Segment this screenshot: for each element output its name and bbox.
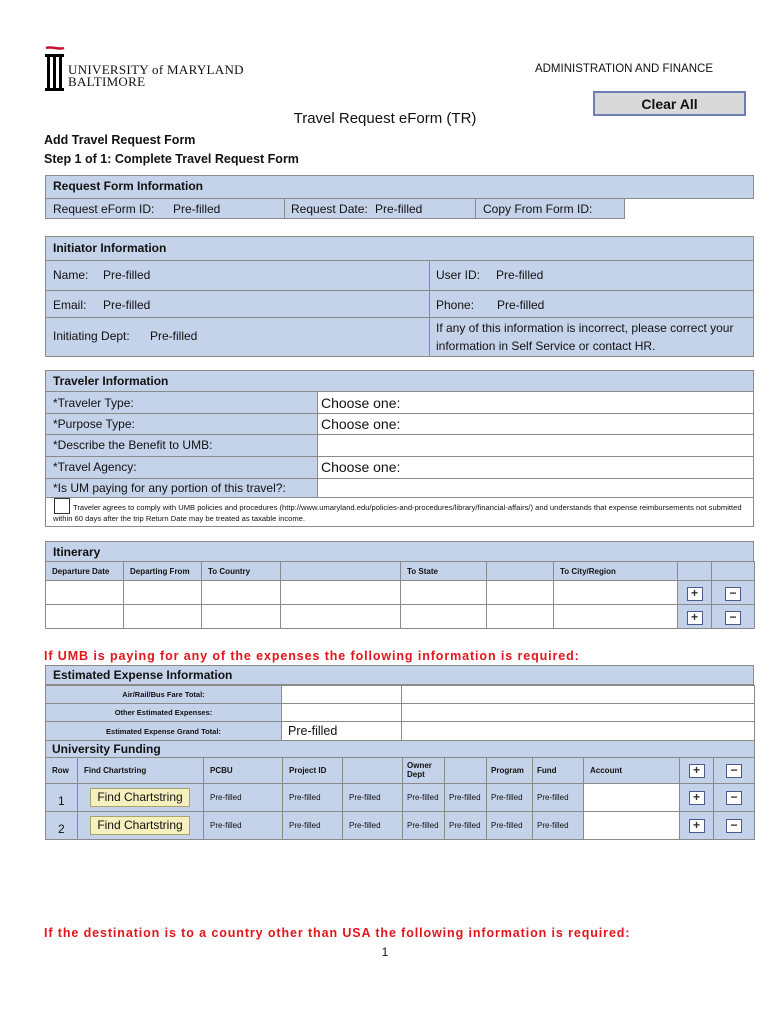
col-owner-dept: Owner Dept	[403, 757, 445, 783]
email-value: Pre-filled	[103, 298, 151, 312]
travel-agency-label: *Travel Agency:	[53, 460, 137, 474]
add-row-icon[interactable]: +	[687, 611, 703, 625]
expense-section	[45, 665, 754, 741]
university-seal-icon	[44, 46, 66, 92]
project-id-value: Pre-filled	[283, 811, 343, 839]
col-departing-from: Departing From	[124, 562, 202, 581]
request-form-heading: Request Form Information	[53, 179, 204, 193]
add-funding-icon[interactable]: +	[689, 791, 705, 805]
itinerary-cell-input[interactable]	[554, 581, 678, 605]
itinerary-section	[45, 541, 754, 632]
funding-col7-value: Pre-filled	[445, 783, 487, 811]
funding-section	[45, 741, 754, 841]
grand-total-value: Pre-filled	[282, 722, 402, 741]
itinerary-table	[45, 561, 755, 629]
foreign-destination-notice: If the destination is to a country other than USA the following information is required:	[44, 926, 631, 940]
itinerary-cell-input[interactable]	[202, 581, 281, 605]
remove-funding-icon[interactable]: −	[726, 764, 742, 778]
add-funding-icon[interactable]: +	[689, 764, 705, 778]
admin-finance-label: ADMINISTRATION AND FINANCE	[534, 63, 713, 75]
program-value: Pre-filled	[487, 783, 533, 811]
um-paying-label: *Is UM paying for any portion of this travel?:	[53, 481, 286, 495]
col-to-state: To State	[401, 562, 487, 581]
page-number: 1	[381, 945, 389, 959]
account-input[interactable]	[584, 811, 680, 839]
col-pcbu: PCBU	[204, 757, 283, 783]
traveler-heading: Traveler Information	[53, 374, 169, 388]
col-to-country: To Country	[202, 562, 281, 581]
initiator-section	[45, 236, 754, 357]
funding-heading: University Funding	[52, 742, 161, 756]
col-project-id: Project ID	[283, 757, 343, 783]
itinerary-cell-input[interactable]	[124, 581, 202, 605]
benefit-label: *Describe the Benefit to UMB:	[53, 438, 213, 452]
funding-row-number: 2	[46, 811, 78, 839]
itinerary-cell-input[interactable]	[401, 605, 487, 629]
clear-all-button[interactable]: Clear All	[593, 91, 746, 116]
umb-paying-notice: If UMB is paying for any of the expenses the following information is required:	[44, 649, 580, 663]
itinerary-row	[46, 581, 755, 605]
other-expenses-label: Other Estimated Expenses:	[46, 704, 282, 722]
email-label: Email:	[53, 298, 87, 312]
subtitle-add-form: Add Travel Request Form	[44, 133, 196, 147]
purpose-type-label: *Purpose Type:	[53, 417, 135, 431]
eform-id-value: Pre-filled	[173, 202, 221, 216]
itinerary-cell-input[interactable]	[487, 581, 554, 605]
phone-label: Phone:	[436, 298, 475, 312]
remove-funding-icon[interactable]: −	[726, 791, 742, 805]
fund-value: Pre-filled	[533, 811, 584, 839]
eform-id-label: Request eForm ID:	[53, 202, 155, 216]
remove-row-icon[interactable]: −	[725, 611, 741, 625]
project-id-value: Pre-filled	[283, 783, 343, 811]
purpose-type-select[interactable]: Choose one:	[321, 416, 401, 432]
itinerary-cell-input[interactable]	[554, 605, 678, 629]
itinerary-row	[46, 605, 755, 629]
itinerary-cell-input[interactable]	[46, 605, 124, 629]
copy-form-label: Copy From Form ID:	[483, 202, 593, 216]
itinerary-cell-input[interactable]	[401, 581, 487, 605]
col-row: Row	[46, 757, 78, 783]
userid-value: Pre-filled	[496, 268, 544, 282]
itinerary-cell-input[interactable]	[202, 605, 281, 629]
itinerary-cell-input[interactable]	[281, 605, 401, 629]
logo-line-2: BALTIMORE	[68, 74, 146, 89]
agree-text: Traveler agrees to comply with UMB policies and procedures (http://www.umaryland.edu/policies-and-procedures/library/financial-affairs/) and understands that expense reimbursements not submitted within 60 days after the trip Return Date may be treated as taxable income.	[53, 503, 742, 523]
col-blank-4	[445, 757, 487, 783]
fund-value: Pre-filled	[533, 783, 584, 811]
funding-row-number: 1	[46, 783, 78, 811]
subtitle-step: Step 1 of 1: Complete Travel Request Form	[44, 152, 299, 166]
grand-total-label: Estimated Expense Grand Total:	[46, 722, 282, 741]
expense-heading: Estimated Expense Information	[53, 668, 233, 682]
userid-label: User ID:	[436, 268, 481, 282]
funding-row	[46, 783, 755, 811]
program-value: Pre-filled	[487, 811, 533, 839]
col-blank-1	[281, 562, 401, 581]
page-title: Travel Request eForm (TR)	[293, 110, 477, 127]
logo-line-1: UNIVERSITY of MARYLAND	[68, 62, 244, 77]
travel-agency-select[interactable]: Choose one:	[321, 459, 401, 475]
funding-row	[46, 811, 755, 839]
air-fare-label: Air/Rail/Bus Fare Total:	[46, 686, 282, 704]
funding-col7-value: Pre-filled	[445, 811, 487, 839]
add-funding-icon[interactable]: +	[689, 819, 705, 833]
name-value: Pre-filled	[103, 268, 151, 282]
initiator-note: If any of this information is incorrect, please correct your information in Self Service or contact HR.	[436, 321, 734, 353]
account-input[interactable]	[584, 783, 680, 811]
funding-col5-value: Pre-filled	[343, 783, 403, 811]
col-fund: Fund	[533, 757, 584, 783]
col-account: Account	[584, 757, 680, 783]
umb-logo	[44, 46, 244, 92]
traveler-type-label: *Traveler Type:	[53, 396, 134, 410]
um-paying-input[interactable]	[318, 479, 753, 497]
request-form-section	[45, 175, 754, 219]
remove-row-icon[interactable]: −	[725, 587, 741, 601]
find-chartstring-button[interactable]: Find Chartstring	[90, 816, 190, 835]
itinerary-heading: Itinerary	[53, 545, 101, 559]
col-find-chartstring: Find Chartstring	[78, 757, 204, 783]
air-fare-input[interactable]	[282, 686, 402, 704]
other-expenses-input[interactable]	[282, 704, 402, 722]
owner-dept-value: Pre-filled	[403, 811, 445, 839]
dept-value: Pre-filled	[150, 329, 198, 343]
traveler-type-select[interactable]: Choose one:	[321, 395, 401, 411]
remove-funding-icon[interactable]: −	[726, 819, 742, 833]
initiator-heading: Initiator Information	[53, 241, 167, 255]
pcbu-value: Pre-filled	[204, 811, 283, 839]
find-chartstring-button[interactable]: Find Chartstring	[90, 788, 190, 807]
name-label: Name:	[53, 268, 89, 282]
col-blank-2	[487, 562, 554, 581]
request-date-label: Request Date:	[291, 202, 368, 216]
itinerary-cell-input[interactable]	[46, 581, 124, 605]
phone-value: Pre-filled	[497, 298, 545, 312]
owner-dept-value: Pre-filled	[403, 783, 445, 811]
funding-col5-value: Pre-filled	[343, 811, 403, 839]
copy-form-id-input[interactable]	[624, 199, 754, 219]
request-date-value: Pre-filled	[375, 202, 423, 216]
dept-label: Initiating Dept:	[53, 329, 130, 343]
pcbu-value: Pre-filled	[204, 783, 283, 811]
col-blank-3	[343, 757, 403, 783]
add-row-icon[interactable]: +	[687, 587, 703, 601]
benefit-input[interactable]	[318, 435, 753, 456]
itinerary-cell-input[interactable]	[281, 581, 401, 605]
col-to-city: To City/Region	[554, 562, 678, 581]
itinerary-cell-input[interactable]	[487, 605, 554, 629]
itinerary-cell-input[interactable]	[124, 605, 202, 629]
traveler-section	[45, 370, 754, 527]
col-departure-date: Departure Date	[46, 562, 124, 581]
col-program: Program	[487, 757, 533, 783]
